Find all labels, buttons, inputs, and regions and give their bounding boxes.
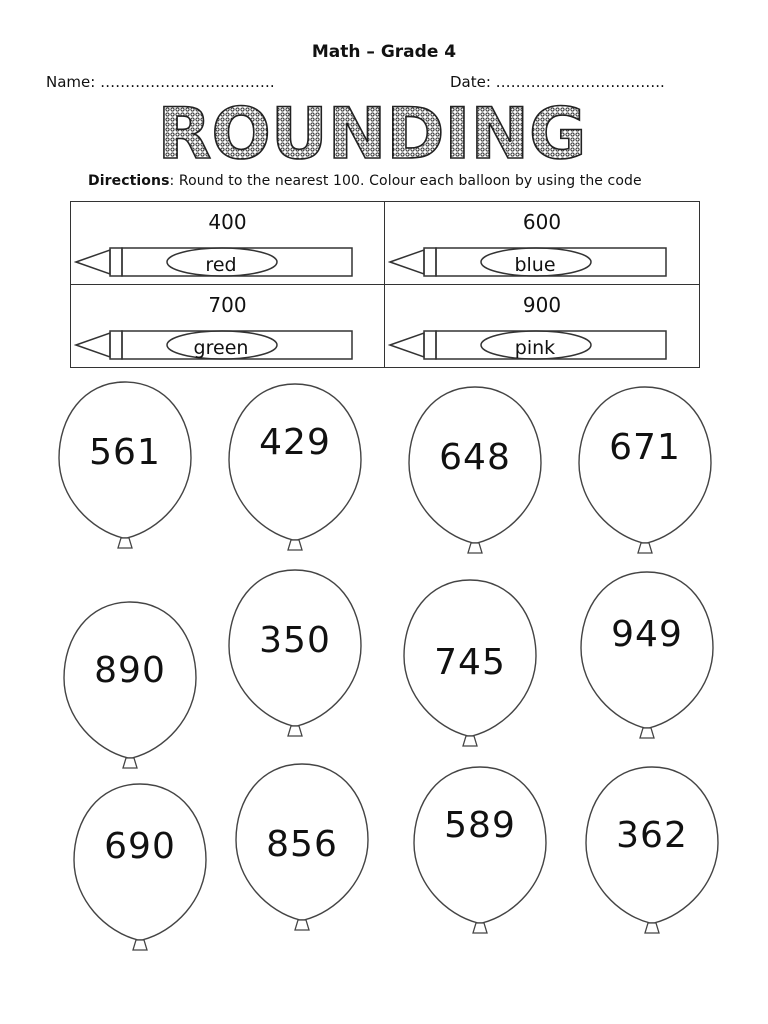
worksheet-header-title: Math – Grade 4 [311,42,457,62]
balloon-shape [70,782,210,954]
balloon[interactable] [577,570,717,740]
code-cell [385,285,699,368]
code-value: 600 [522,210,562,234]
code-value: 700 [208,292,247,317]
colour-code-table [70,201,700,368]
balloon[interactable] [405,385,545,555]
code-cell [71,285,385,368]
balloon-number: 890 [94,650,166,691]
balloon-shape [577,570,717,742]
balloon-number: 589 [444,805,516,846]
balloon[interactable] [582,765,722,935]
code-cell [385,202,699,285]
code-colour-label: red [205,254,237,276]
balloon-shape [225,382,365,554]
balloon-number: 856 [266,824,338,865]
svg-text:ROUNDING: ROUNDING [157,93,587,170]
directions-text [88,173,642,189]
balloon-number: 671 [609,427,681,468]
balloon[interactable] [55,380,195,550]
directions-label: Directions [88,173,170,189]
directions-body: : Round to the nearest 100. Colour each balloon by using the code [169,173,642,189]
balloon-number: 350 [259,620,331,661]
balloon-number: 745 [434,642,506,683]
name-field-line: Name: …………………….………. [46,73,275,91]
balloon-number: 362 [616,815,688,856]
balloon-shape [410,765,550,937]
balloon[interactable] [225,382,365,552]
balloon[interactable] [400,578,540,748]
balloon-number: 949 [611,614,683,655]
balloon[interactable] [60,600,200,770]
code-colour-label: pink [514,336,556,359]
balloon-number: 648 [439,437,511,478]
balloon[interactable] [70,782,210,952]
balloon[interactable] [575,385,715,555]
code-value: 900 [522,292,562,317]
code-colour-label: blue [514,254,556,276]
balloon[interactable] [410,765,550,935]
balloon-shape [575,385,715,557]
balloon-number: 561 [89,432,161,473]
date-field-line: Date: ………..………………….. [450,73,665,91]
rounding-title [0,92,768,170]
code-colour-label: green [193,336,249,359]
code-cell [71,202,385,285]
balloon[interactable] [232,762,372,932]
code-value: 400 [208,210,247,234]
balloon-number: 429 [259,422,331,463]
balloon-number: 690 [104,826,176,867]
balloon[interactable] [225,568,365,738]
